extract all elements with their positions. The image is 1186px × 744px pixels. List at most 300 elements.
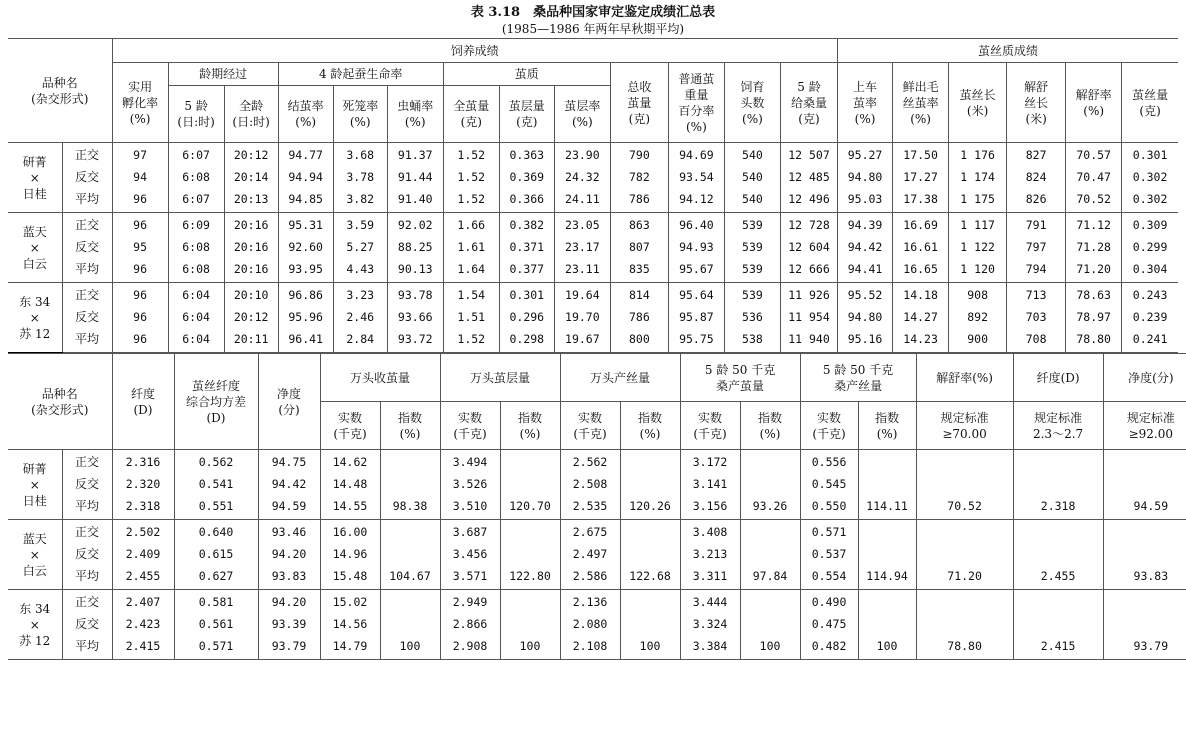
table-cell: 0.554: [800, 564, 858, 590]
table-cell: 0.571: [174, 634, 258, 660]
table-cell: [620, 614, 680, 634]
table-cell: 0.301: [1122, 143, 1178, 167]
table-cell: 0.363: [499, 143, 554, 167]
table-cell: 16.65: [893, 257, 949, 283]
table-cell: 91.37: [387, 143, 443, 167]
table-cell: 12 728: [780, 213, 837, 237]
table-cell: 94.42: [258, 474, 320, 494]
table-cell: 93.26: [740, 494, 800, 520]
yield-shell-header: 万头茧层量: [440, 354, 560, 402]
table-cell: 94.20: [258, 544, 320, 564]
table-cell: 96: [112, 213, 168, 237]
table-cell: 1 122: [949, 237, 1007, 257]
cocoon-weight-header: 全茧量 (克): [443, 86, 499, 143]
table-cell: 908: [949, 283, 1007, 307]
table-cell: 6:08: [168, 167, 224, 187]
table-cell: 78.80: [916, 634, 1013, 660]
index-pct-header: 指数 (%): [620, 402, 680, 450]
table-cell: 70.57: [1066, 143, 1122, 167]
cross-type: 平均: [62, 494, 112, 520]
table-cell: 93.83: [258, 564, 320, 590]
table-cell: 71.20: [1066, 257, 1122, 283]
table-cell: 0.615: [174, 544, 258, 564]
table-cell: 94.77: [278, 143, 333, 167]
table-cell: 70.52: [1066, 187, 1122, 213]
table-cell: 2.423: [112, 614, 174, 634]
table-cell: [500, 474, 560, 494]
table-cell: 5.27: [333, 237, 387, 257]
table-cell: 93.46: [258, 520, 320, 544]
table-cell: 826: [1007, 187, 1066, 213]
table-cell: 95.52: [838, 283, 893, 307]
variety-name: 蓝天 × 白云: [8, 213, 62, 283]
table-cell: 100: [380, 634, 440, 660]
table-cell: 6:07: [168, 187, 224, 213]
table-cell: 2.508: [560, 474, 620, 494]
table-cell: 1 176: [949, 143, 1007, 167]
table-cell: 3.456: [440, 544, 500, 564]
table-cell: [740, 614, 800, 634]
table-cell: [1103, 614, 1186, 634]
table-cell: 94.93: [668, 237, 724, 257]
table-cell: 0.302: [1122, 187, 1178, 213]
cross-type: 平均: [62, 564, 112, 590]
table-cell: 94.85: [278, 187, 333, 213]
life-rate-header: 4 龄起蚕生命率: [278, 63, 443, 86]
table-cell: [620, 450, 680, 474]
table-cell: 3.526: [440, 474, 500, 494]
table-cell: 1.66: [443, 213, 499, 237]
table-row: [8, 327, 1178, 353]
pupa-rate-header: 虫蛹率 (%): [387, 86, 443, 143]
table-cell: 1 174: [949, 167, 1007, 187]
table-cell: 0.366: [499, 187, 554, 213]
table-cell: 11 940: [780, 327, 837, 353]
table-cell: 95.16: [838, 327, 893, 353]
table-cell: 96.86: [278, 283, 333, 307]
cross-type: 正交: [62, 283, 112, 307]
table-cell: 20:10: [224, 283, 278, 307]
group-silk-header: 茧丝质成绩: [838, 39, 1178, 63]
table-cell: 0.309: [1122, 213, 1178, 237]
table-cell: 6:04: [168, 327, 224, 353]
table-cell: 0.545: [800, 474, 858, 494]
table-cell: 2.908: [440, 634, 500, 660]
actual-kg-header: 实数 (千克): [800, 402, 858, 450]
variety-name: 东 34 × 苏 12: [8, 590, 62, 660]
table-cell: 1 117: [949, 213, 1007, 237]
table-cell: 78.97: [1066, 307, 1122, 327]
table-cell: 94: [112, 167, 168, 187]
table-cell: 2.318: [1013, 494, 1103, 520]
table-cell: 100: [858, 634, 916, 660]
variety-header: 品种名 (杂交形式): [8, 39, 112, 143]
instar-header: 龄期经过: [168, 63, 278, 86]
index-pct-header: 指数 (%): [740, 402, 800, 450]
table-row: [8, 614, 1186, 634]
table-cell: [500, 590, 560, 614]
table-cell: [500, 450, 560, 474]
table-cell: 538: [724, 327, 780, 353]
table-cell: 122.68: [620, 564, 680, 590]
table-cell: 0.482: [800, 634, 858, 660]
cross-type: 正交: [62, 213, 112, 237]
table-cell: 540: [724, 143, 780, 167]
table-cell: 94.59: [258, 494, 320, 520]
table-cell: [1013, 544, 1103, 564]
table-cell: [1103, 590, 1186, 614]
table-cell: 713: [1007, 283, 1066, 307]
table-cell: 14.27: [893, 307, 949, 327]
std-neatness-header: 净度(分): [1103, 354, 1186, 402]
table-title: 表 3.18 桑品种国家审定鉴定成绩汇总表: [470, 5, 716, 20]
cross-type: 平均: [62, 327, 112, 353]
table-row: [8, 257, 1178, 283]
table-cell: 20:12: [224, 143, 278, 167]
table-cell: 93.72: [387, 327, 443, 353]
table-cell: 96: [112, 307, 168, 327]
table-cell: 93.66: [387, 307, 443, 327]
mulberry-header: 5 龄 给桑量 (克): [780, 63, 837, 143]
instar5-header: 5 龄 (日:时): [168, 86, 224, 143]
table-cell: 71.20: [916, 564, 1013, 590]
table-cell: 122.80: [500, 564, 560, 590]
table-cell: 6:08: [168, 257, 224, 283]
table-cell: 2.502: [112, 520, 174, 544]
cross-type: 正交: [62, 520, 112, 544]
table-cell: 2.497: [560, 544, 620, 564]
table-cell: 6:04: [168, 283, 224, 307]
table-cell: 0.541: [174, 474, 258, 494]
table-cell: 1.52: [443, 167, 499, 187]
table-cell: 96: [112, 257, 168, 283]
table-cell: 20:14: [224, 167, 278, 187]
table-cell: 2.455: [1013, 564, 1103, 590]
table-cell: 1.52: [443, 187, 499, 213]
table-cell: 0.581: [174, 590, 258, 614]
table-row: [8, 474, 1186, 494]
table-cell: 2.409: [112, 544, 174, 564]
fineness-sd-header: 茧丝纤度 综合均方差 (D): [174, 354, 258, 450]
table-cell: 98.38: [380, 494, 440, 520]
cross-type: 反交: [62, 544, 112, 564]
filament-length-header: 茧丝长 (米): [949, 63, 1007, 143]
table-cell: 78.63: [1066, 283, 1122, 307]
table-row: [8, 213, 1178, 237]
table-cell: 2.136: [560, 590, 620, 614]
table-cell: 16.00: [320, 520, 380, 544]
table-cell: [500, 520, 560, 544]
group-rearing-header: 饲养成绩: [112, 39, 837, 63]
table-cell: 3.510: [440, 494, 500, 520]
table-row: [8, 544, 1186, 564]
table-cell: 93.79: [258, 634, 320, 660]
fresh-rate-header: 鲜出毛 丝茧率 (%): [893, 63, 949, 143]
table-cell: 2.84: [333, 327, 387, 353]
total-yield-header: 总收 茧量 (克): [610, 63, 668, 143]
table-cell: 100: [620, 634, 680, 660]
table-cell: [858, 520, 916, 544]
table-cell: 95.03: [838, 187, 893, 213]
table-cell: 0.241: [1122, 327, 1178, 353]
table-row: [8, 564, 1186, 590]
table-cell: [1013, 614, 1103, 634]
table-cell: [858, 474, 916, 494]
table-cell: 93.95: [278, 257, 333, 283]
table-cell: 90.13: [387, 257, 443, 283]
table-cell: 93.54: [668, 167, 724, 187]
table-cell: 95.27: [838, 143, 893, 167]
table-cell: 95.31: [278, 213, 333, 237]
table-cell: 791: [1007, 213, 1066, 237]
std-neatness-value-header: 规定标准 ≥92.00: [1103, 402, 1186, 450]
table-cell: 16.61: [893, 237, 949, 257]
yield-silk-header: 万头产丝量: [560, 354, 680, 402]
variety-name: 东 34 × 苏 12: [8, 283, 62, 353]
table-cell: [858, 614, 916, 634]
table-row: [8, 634, 1186, 660]
silk-quality-table: [8, 353, 1186, 660]
table-cell: [380, 474, 440, 494]
table-cell: [1013, 450, 1103, 474]
table-cell: 2.415: [1013, 634, 1103, 660]
table-cell: 2.866: [440, 614, 500, 634]
cocoon-rate-header: 结茧率 (%): [278, 86, 333, 143]
table-cell: [380, 520, 440, 544]
cross-type: 反交: [62, 614, 112, 634]
table-cell: 93.39: [258, 614, 320, 634]
table-cell: 94.80: [838, 167, 893, 187]
table-row: [8, 520, 1186, 544]
table-cell: 91.40: [387, 187, 443, 213]
table-cell: 12 507: [780, 143, 837, 167]
table-cell: [620, 590, 680, 614]
table-cell: [620, 520, 680, 544]
table-cell: [380, 590, 440, 614]
table-cell: 4.43: [333, 257, 387, 283]
table-cell: 3.571: [440, 564, 500, 590]
table-cell: 19.70: [554, 307, 610, 327]
table-cell: 114.94: [858, 564, 916, 590]
table-cell: 92.60: [278, 237, 333, 257]
table-cell: 91.44: [387, 167, 443, 187]
table-cell: [620, 474, 680, 494]
table-cell: 539: [724, 283, 780, 307]
table-cell: 71.12: [1066, 213, 1122, 237]
table-cell: 2.675: [560, 520, 620, 544]
table-cell: 2.407: [112, 590, 174, 614]
table-cell: 23.05: [554, 213, 610, 237]
index-pct-header: 指数 (%): [500, 402, 560, 450]
table-cell: 0.551: [174, 494, 258, 520]
table-cell: 2.080: [560, 614, 620, 634]
rearing-silk-table: [8, 38, 1178, 353]
reel-rate-header: 上车 茧率 (%): [838, 63, 893, 143]
table-cell: 14.48: [320, 474, 380, 494]
table-cell: 78.80: [1066, 327, 1122, 353]
table-cell: 94.20: [258, 590, 320, 614]
table-cell: 863: [610, 213, 668, 237]
actual-kg-header: 实数 (千克): [560, 402, 620, 450]
table-row: [8, 590, 1186, 614]
table-cell: 3.384: [680, 634, 740, 660]
table-cell: [1013, 590, 1103, 614]
table-cell: 19.64: [554, 283, 610, 307]
table-cell: 3.82: [333, 187, 387, 213]
mulberry-cocoon-header: 5 龄 50 千克 桑产茧量: [680, 354, 800, 402]
table-cell: [1103, 474, 1186, 494]
table-cell: 16.69: [893, 213, 949, 237]
table-cell: 95.67: [668, 257, 724, 283]
table-cell: 2.535: [560, 494, 620, 520]
std-reel-value-header: 规定标准 ≥70.00: [916, 402, 1013, 450]
cross-type: 反交: [62, 474, 112, 494]
table-cell: 0.377: [499, 257, 554, 283]
table-cell: 900: [949, 327, 1007, 353]
actual-kg-header: 实数 (千克): [440, 402, 500, 450]
table-cell: 24.32: [554, 167, 610, 187]
std-reel-header: 解舒率(%): [916, 354, 1013, 402]
yield-cocoon-header: 万头收茧量: [320, 354, 440, 402]
std-fineness-header: 纤度(D): [1013, 354, 1103, 402]
table-cell: 3.311: [680, 564, 740, 590]
shell-rate-header: 茧层率 (%): [554, 86, 610, 143]
table-subtitle: (1985—1986 年两年早秋期平均): [501, 22, 685, 36]
cross-type: 反交: [62, 237, 112, 257]
table-cell: 24.11: [554, 187, 610, 213]
table-cell: 70.47: [1066, 167, 1122, 187]
table-cell: 94.41: [838, 257, 893, 283]
table-cell: 17.50: [893, 143, 949, 167]
table-cell: [740, 590, 800, 614]
table-cell: [740, 520, 800, 544]
table-cell: 11 954: [780, 307, 837, 327]
table-cell: 0.302: [1122, 167, 1178, 187]
table-cell: 540: [724, 167, 780, 187]
table-cell: 6:07: [168, 143, 224, 167]
table-cell: 0.304: [1122, 257, 1178, 283]
table-cell: 14.79: [320, 634, 380, 660]
table-cell: 2.320: [112, 474, 174, 494]
table-cell: 0.627: [174, 564, 258, 590]
table-cell: 20:11: [224, 327, 278, 353]
table-cell: 12 666: [780, 257, 837, 283]
actual-kg-header: 实数 (千克): [320, 402, 380, 450]
cross-type: 正交: [62, 590, 112, 614]
table-cell: [858, 590, 916, 614]
table-cell: 14.23: [893, 327, 949, 353]
table-cell: 3.23: [333, 283, 387, 307]
table-cell: 0.490: [800, 590, 858, 614]
table-cell: 94.94: [278, 167, 333, 187]
table-cell: 2.318: [112, 494, 174, 520]
table-cell: 88.25: [387, 237, 443, 257]
table-cell: [740, 474, 800, 494]
table-cell: 536: [724, 307, 780, 327]
table-cell: 703: [1007, 307, 1066, 327]
table-cell: [1013, 474, 1103, 494]
table-cell: 6:09: [168, 213, 224, 237]
table-cell: 94.39: [838, 213, 893, 237]
table-cell: 1 175: [949, 187, 1007, 213]
cross-type: 平均: [62, 634, 112, 660]
table-cell: 786: [610, 187, 668, 213]
table-cell: [380, 544, 440, 564]
table-cell: 23.11: [554, 257, 610, 283]
table-row: [8, 167, 1178, 187]
table-cell: 94.80: [838, 307, 893, 327]
table-cell: 94.59: [1103, 494, 1186, 520]
table-cell: 14.56: [320, 614, 380, 634]
table-cell: [916, 614, 1013, 634]
table-cell: 539: [724, 213, 780, 237]
table-cell: 95.75: [668, 327, 724, 353]
table-cell: 104.67: [380, 564, 440, 590]
table-cell: 0.537: [800, 544, 858, 564]
table-cell: 3.59: [333, 213, 387, 237]
table-cell: 794: [1007, 257, 1066, 283]
table-cell: 540: [724, 187, 780, 213]
table-cell: 94.69: [668, 143, 724, 167]
std-fineness-value-header: 规定标准 2.3～2.7: [1013, 402, 1103, 450]
table-cell: 2.562: [560, 450, 620, 474]
table-cell: 120.70: [500, 494, 560, 520]
table-row: [8, 143, 1178, 167]
variety-name: 研菁 × 日桂: [8, 143, 62, 213]
table-cell: [1103, 520, 1186, 544]
table-row: [8, 450, 1186, 474]
table-cell: 0.243: [1122, 283, 1178, 307]
table-cell: [916, 590, 1013, 614]
cross-type: 正交: [62, 450, 112, 474]
table-cell: 114.11: [858, 494, 916, 520]
instar-all-header: 全龄 (日:时): [224, 86, 278, 143]
table-cell: 6:08: [168, 237, 224, 257]
silk-weight-header: 茧丝量 (克): [1122, 63, 1178, 143]
cross-type: 反交: [62, 167, 112, 187]
table-cell: 0.475: [800, 614, 858, 634]
table-cell: 14.96: [320, 544, 380, 564]
table-cell: 0.371: [499, 237, 554, 257]
reel-length-header: 解舒 丝长 (米): [1007, 63, 1066, 143]
table-row: [8, 307, 1178, 327]
table-cell: 3.141: [680, 474, 740, 494]
cocoon-quality-header: 茧质: [443, 63, 610, 86]
table-cell: 0.296: [499, 307, 554, 327]
table-cell: 94.42: [838, 237, 893, 257]
table-cell: 0.571: [800, 520, 858, 544]
index-pct-header: 指数 (%): [858, 402, 916, 450]
table-cell: 0.562: [174, 450, 258, 474]
table-row: [8, 283, 1178, 307]
table-cell: 12 496: [780, 187, 837, 213]
table-cell: 3.172: [680, 450, 740, 474]
table-cell: 2.108: [560, 634, 620, 660]
table-cell: 17.27: [893, 167, 949, 187]
table-cell: 3.68: [333, 143, 387, 167]
table-cell: [916, 520, 1013, 544]
table-cell: 800: [610, 327, 668, 353]
table-cell: [740, 450, 800, 474]
table-cell: [1103, 544, 1186, 564]
table-cell: 15.48: [320, 564, 380, 590]
table-cell: 17.38: [893, 187, 949, 213]
table-cell: 11 926: [780, 283, 837, 307]
normal-cocoon-header: 普通茧 重量 百分率 (%): [668, 63, 724, 143]
table-cell: 539: [724, 237, 780, 257]
table-cell: 2.46: [333, 307, 387, 327]
table-cell: 19.67: [554, 327, 610, 353]
